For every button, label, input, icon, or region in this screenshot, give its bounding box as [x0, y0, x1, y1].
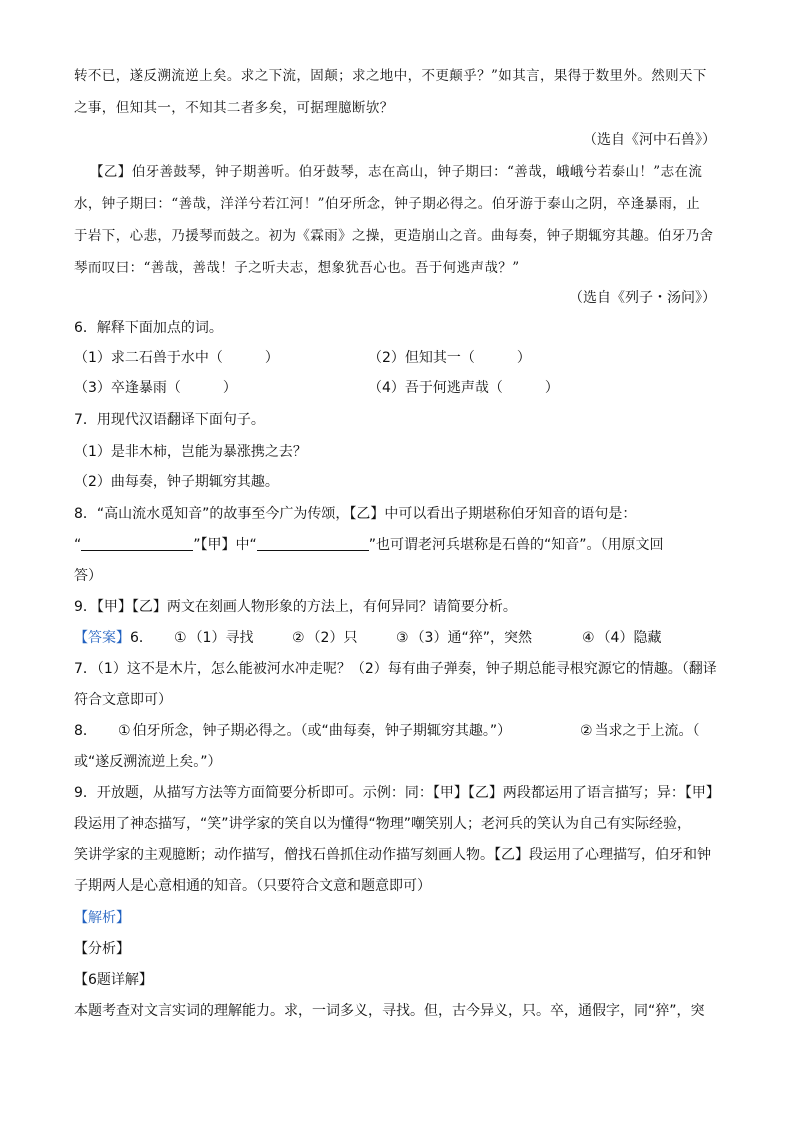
- q8-line-1: 8．“高山流水觅知音”的故事至今广为传颂，【乙】中可以看出子期堪称伯牙知音的语句是：: [74, 506, 637, 522]
- q8-line-2: [74, 535, 724, 555]
- q7-item-1: （1）是非木柿，岂能为暴涨携之去？: [74, 444, 307, 460]
- yi-text-line-2: 水，钟子期曰：“善哉，洋洋兮若江河！”伯牙所念，钟子期必得之。伯牙游于泰山之阴，卒逢暴雨，止: [74, 196, 701, 212]
- jia-source: （选自《河中石兽》）: [583, 132, 716, 148]
- yi-text-line-1: 【乙】伯牙善鼓琴，钟子期善听。伯牙鼓琴，志在高山，钟子期曰：“善哉，峨峨兮若泰山！”志在流: [90, 164, 703, 180]
- q8-end-text: ”也可谓老河兵堪称是石兽的“知音”。（用原文回: [368, 537, 664, 553]
- q6-item-1: （1）求二石兽于水中（ ）: [74, 350, 279, 366]
- answer-8-line-2: 或“遂反溯流逆上矣。”）: [74, 754, 222, 770]
- q8-open-quote: “: [74, 537, 82, 553]
- yi-source: （选自《列子・汤问》）: [569, 290, 716, 306]
- answer-9-line-2: 段运用了神态描写，“笑”讲学家的笑自以为懂得“物理”嘲笑别人；老河兵的笑认为自己有实际经验，: [74, 816, 692, 832]
- analysis-q6-detail: 【6题详解】: [74, 972, 153, 988]
- answer-9-line-3: 笑讲学家的主观臆断；动作描写，僧找石兽抓住动作描写刻画人物。【乙】段运用了心理描写，伯牙和钟: [74, 847, 711, 863]
- q8-answer-blank-2[interactable]: [257, 536, 369, 551]
- q6-item-3: （3）卒逢暴雨（ ）: [74, 380, 237, 396]
- jia-text-line-2: 之事，但知其一，不知其二者多矣，可据理臆断欤？: [74, 100, 394, 116]
- yi-text-line-4: 琴而叹曰：“善哉，善哉！子之听夫志，想象犹吾心也。吾于何逃声哉？”: [74, 260, 520, 276]
- q7-title: 7．用现代汉语翻译下面句子。: [74, 412, 265, 428]
- q6-item-2: （2）但知其一（ ）: [368, 350, 531, 366]
- jia-text-line-1: 转不已，遂反溯流逆上矣。求之下流，固颠；求之地中，不更颠乎？”如其言，果得于数里外。然则天下: [74, 68, 707, 84]
- q8-line-3: 答）: [74, 568, 102, 584]
- analysis-fenxi: 【分析】: [74, 941, 130, 957]
- answer-6-item-2: ② （2）只: [292, 630, 358, 646]
- analysis-q6-text: 本题考查对文言实词的理解能力。求，一词多义，寻找。但，古今异义，只。卒，通假字，同“猝”，突: [74, 1003, 705, 1019]
- answer-label: 【答案】: [74, 630, 130, 646]
- answer-7-line-2: 符合文意即可）: [74, 692, 172, 708]
- answer-7-line-1: 7．（1）这不是木片，怎么能被河水冲走呢？（2）每有曲子弹奏，钟子期总能寻根究源它的情趣。（翻译: [74, 661, 717, 677]
- answer-6-item-4: ④ （4）隐藏: [582, 630, 662, 646]
- answer-6-num: 6．: [130, 630, 153, 646]
- q8-answer-blank-1[interactable]: [81, 536, 193, 551]
- answer-8-item-1: ① 伯牙所念，钟子期必得之。（或“曲每奏，钟子期辄穷其趣。”）: [118, 723, 512, 739]
- answer-6-item-3: ③ （3）通“猝”，突然: [396, 630, 532, 646]
- q6-title: 6．解释下面加点的词。: [74, 320, 223, 336]
- q9-title: 9．【甲】【乙】两文在刻画人物形象的方法上，有何异同？请简要分析。: [74, 599, 517, 615]
- answer-6-item-1: ① （1）寻找: [174, 630, 254, 646]
- yi-text-line-3: 于岩下，心悲，乃援琴而鼓之。初为《霖雨》之操，更造崩山之音。曲每奏，钟子期辄穷其趣。伯牙乃舍: [74, 228, 714, 244]
- q8-mid-text: ”【甲】中“: [193, 537, 257, 553]
- answer-8-item-2: ② 当求之于上流。（: [580, 723, 700, 739]
- answer-9-line-4: 子期两人是心意相通的知音。（只要符合文意和题意即可）: [74, 878, 431, 894]
- q6-item-4: （4）吾于何逃声哉（ ）: [368, 380, 559, 396]
- answer-8-num: 8．: [74, 723, 97, 739]
- q7-item-2: （2）曲每奏，钟子期辄穷其趣。: [74, 474, 279, 490]
- answer-9-line-1: 9．开放题，从描写方法等方面简要分析即可。示例：同：【甲】【乙】两段都运用了语言描写；异：【甲】: [74, 785, 720, 801]
- analysis-label: 【解析】: [74, 910, 130, 926]
